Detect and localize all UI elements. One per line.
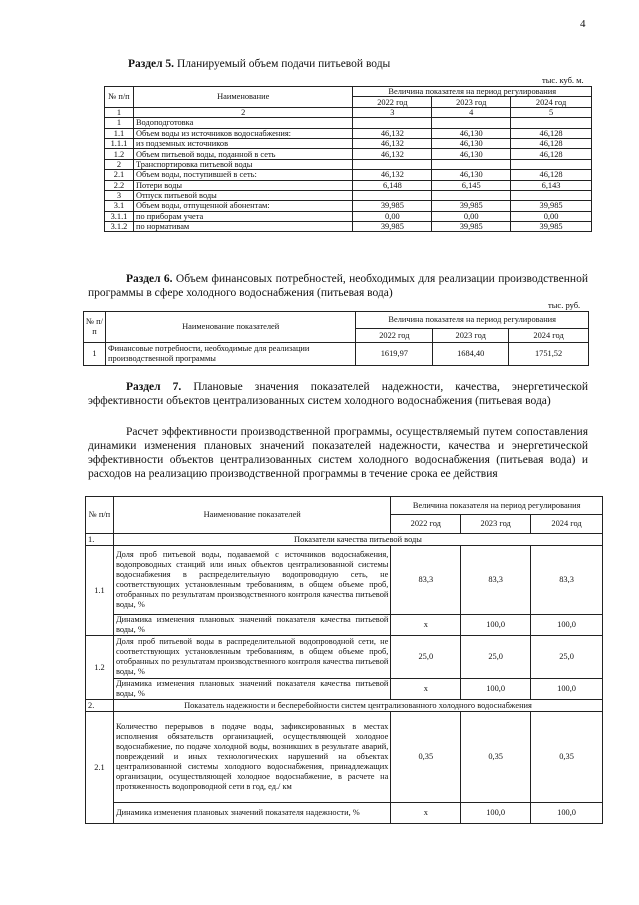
group-no: 1. bbox=[86, 534, 114, 546]
section6-heading bbox=[88, 272, 588, 300]
row-name: Динамика изменения плановых значений показателя качества питьевой воды, % bbox=[113, 615, 390, 636]
row-no: 3.1 bbox=[105, 201, 134, 211]
row-value: 46,128 bbox=[511, 128, 592, 138]
row-value: 100,0 bbox=[461, 615, 531, 636]
section7-paragraph: Расчет эффективности производственной программы, осуществляемый путем сопоставления динамики изменения плановых значений показателей надежности, качества и энергетической эффективности объектов централизованных систем холодного водоснабжения (питьевая вода) и расходов на реализацию производственной программы в течение срока ее действия bbox=[88, 426, 588, 480]
header-period: Величина показателя на период регулирования bbox=[353, 87, 592, 97]
section6-heading-bold: Раздел 6. bbox=[126, 273, 173, 285]
header-year: 2024 год bbox=[511, 97, 592, 107]
header-period: Величина показателя на период регулирования bbox=[356, 312, 589, 329]
row-no: 3 bbox=[105, 190, 134, 200]
row-value: 0,35 bbox=[461, 712, 531, 803]
table-row bbox=[86, 615, 603, 636]
row-value bbox=[353, 159, 432, 169]
row-value: 1684,40 bbox=[433, 343, 509, 366]
table-row bbox=[86, 534, 603, 546]
row-value: 39,985 bbox=[511, 222, 592, 232]
row-no: 2.1 bbox=[105, 170, 134, 180]
row-value: 100,0 bbox=[531, 679, 603, 700]
row-value: 46,130 bbox=[432, 138, 511, 148]
row-name: из подземных источников bbox=[133, 138, 353, 148]
table-row bbox=[105, 118, 592, 128]
row-name: по приборам учета bbox=[133, 211, 353, 221]
row-value: 6,148 bbox=[353, 180, 432, 190]
header-no: № п/п bbox=[105, 87, 134, 108]
table-row bbox=[105, 128, 592, 138]
row-no: 1.1.1 bbox=[105, 138, 134, 148]
row-value bbox=[432, 159, 511, 169]
row-value: 100,0 bbox=[531, 615, 603, 636]
table-row bbox=[86, 700, 603, 712]
row-value bbox=[432, 190, 511, 200]
row-value: 39,985 bbox=[511, 201, 592, 211]
row-name: Водоподготовка bbox=[133, 118, 353, 128]
row-value: 1751,52 bbox=[509, 343, 589, 366]
row-name: Доля проб питьевой воды в распределительной водопроводной сети, не соответствующих установленным требованиям, в общем объеме проб, отобранных по результатам производственного контроля качества питьевой воды, % bbox=[113, 636, 390, 679]
section6-table bbox=[83, 311, 589, 366]
row-value: 25,0 bbox=[461, 636, 531, 679]
row-value: 46,128 bbox=[511, 170, 592, 180]
row-value: 0,00 bbox=[511, 211, 592, 221]
section7-heading bbox=[88, 380, 588, 408]
row-value: 100,0 bbox=[461, 679, 531, 700]
section5-unit: тыс. куб. м. bbox=[542, 75, 584, 85]
row-no: 1.1 bbox=[105, 128, 134, 138]
table-row bbox=[86, 636, 603, 679]
section7-table bbox=[85, 496, 603, 824]
row-name: Динамика изменения плановых значений показателя надежности, % bbox=[113, 803, 390, 824]
row-no: 1 bbox=[105, 118, 134, 128]
header-year: 2024 год bbox=[509, 329, 589, 343]
row-value: 39,985 bbox=[353, 222, 432, 232]
row-no: 1 bbox=[84, 343, 106, 366]
header-name: Наименование показателей bbox=[105, 312, 355, 343]
row-value: 1619,97 bbox=[356, 343, 433, 366]
row-no: 3.1.2 bbox=[105, 222, 134, 232]
table-row bbox=[105, 180, 592, 190]
row-name: Объем питьевой воды, поданной в сеть bbox=[133, 149, 353, 159]
row-value: 83,3 bbox=[391, 546, 461, 615]
row-no: 1.2 bbox=[105, 149, 134, 159]
table-row bbox=[84, 343, 589, 366]
row-name: Транспортировка питьевой воды bbox=[133, 159, 353, 169]
table-row bbox=[105, 170, 592, 180]
row-no: 3.1.1 bbox=[105, 211, 134, 221]
table-row bbox=[86, 803, 603, 824]
row-value: 46,132 bbox=[353, 128, 432, 138]
row-value: 6,143 bbox=[511, 180, 592, 190]
header-year: 2023 год bbox=[461, 515, 531, 534]
row-no: 1.1 bbox=[86, 546, 114, 636]
row-value: 46,132 bbox=[353, 170, 432, 180]
row-value: 39,985 bbox=[353, 201, 432, 211]
row-value: 25,0 bbox=[391, 636, 461, 679]
group-no: 2. bbox=[86, 700, 114, 712]
table-row bbox=[105, 159, 592, 169]
section5-heading-bold: Раздел 5. bbox=[128, 58, 175, 70]
row-name: Финансовые потребности, необходимые для реализации производственной программы bbox=[105, 343, 355, 366]
row-value bbox=[511, 159, 592, 169]
page-number: 4 bbox=[580, 18, 586, 30]
section5-heading bbox=[128, 58, 390, 70]
header-year: 2024 год bbox=[531, 515, 603, 534]
header-year: 2023 год bbox=[433, 329, 509, 343]
table-row bbox=[86, 546, 603, 615]
section7-heading-bold: Раздел 7. bbox=[126, 381, 182, 393]
row-value: 83,3 bbox=[531, 546, 603, 615]
row-value bbox=[353, 190, 432, 200]
header-year: 2023 год bbox=[432, 97, 511, 107]
section6-heading-text: Объем финансовых потребностей, необходимых для реализации производственной программы в сфере холодного водоснабжения (питьевая вода) bbox=[88, 273, 588, 299]
row-value: 25,0 bbox=[531, 636, 603, 679]
column-number: 5 bbox=[511, 107, 592, 117]
row-name: Количество перерывов в подаче воды, зафиксированных в местах исполнения обязательств организацией, осуществляющей холодное водоснабжение, по подаче холодной воды, возникших в результате аварий, повреждений и иных технологических нарушений на объектах централизованной системы холодного водоснабжения, принадлежащих организации, осуществляющей холодное водоснабжение, в расчете на протяженность водопроводной сети в год, ед./ км bbox=[113, 712, 390, 803]
section6-unit: тыс. руб. bbox=[548, 300, 581, 310]
header-name: Наименование bbox=[133, 87, 353, 108]
row-name: Потери воды bbox=[133, 180, 353, 190]
row-value: 100,0 bbox=[461, 803, 531, 824]
row-no: 2 bbox=[105, 159, 134, 169]
row-value: х bbox=[391, 803, 461, 824]
row-no: 2.2 bbox=[105, 180, 134, 190]
header-period: Величина показателя на период регулирования bbox=[391, 497, 603, 515]
row-name: Объем воды, поступившей в сеть: bbox=[133, 170, 353, 180]
column-number: 1 bbox=[105, 107, 134, 117]
row-value: 6,145 bbox=[432, 180, 511, 190]
table-row bbox=[105, 201, 592, 211]
table-row bbox=[105, 190, 592, 200]
row-name: по нормативам bbox=[133, 222, 353, 232]
group-title: Показатели качества питьевой воды bbox=[113, 534, 602, 546]
row-value: 46,130 bbox=[432, 149, 511, 159]
row-value bbox=[511, 190, 592, 200]
row-value: 39,985 bbox=[432, 222, 511, 232]
row-value: х bbox=[391, 615, 461, 636]
row-value: 46,130 bbox=[432, 128, 511, 138]
row-no: 2.1 bbox=[86, 712, 114, 824]
row-value bbox=[511, 118, 592, 128]
table-row bbox=[86, 712, 603, 803]
table-row bbox=[105, 138, 592, 148]
row-name: Объем воды из источников водоснабжения: bbox=[133, 128, 353, 138]
header-no: № п/п bbox=[84, 312, 106, 343]
row-value: 83,3 bbox=[461, 546, 531, 615]
table-row bbox=[105, 222, 592, 232]
row-name: Динамика изменения плановых значений показателя качества питьевой воды, % bbox=[113, 679, 390, 700]
table-row bbox=[105, 211, 592, 221]
row-value: 46,132 bbox=[353, 138, 432, 148]
row-no: 1.2 bbox=[86, 636, 114, 700]
header-year: 2022 год bbox=[353, 97, 432, 107]
row-name: Отпуск питьевой воды bbox=[133, 190, 353, 200]
header-year: 2022 год bbox=[356, 329, 433, 343]
row-value: х bbox=[391, 679, 461, 700]
row-value: 46,128 bbox=[511, 149, 592, 159]
header-name: Наименование показателей bbox=[113, 497, 390, 534]
column-number: 4 bbox=[432, 107, 511, 117]
section5-table bbox=[104, 86, 592, 232]
row-value bbox=[353, 118, 432, 128]
header-year: 2022 год bbox=[391, 515, 461, 534]
row-value: 46,132 bbox=[353, 149, 432, 159]
column-number: 3 bbox=[353, 107, 432, 117]
row-value: 100,0 bbox=[531, 803, 603, 824]
column-number: 2 bbox=[133, 107, 353, 117]
header-no: № п/п bbox=[86, 497, 114, 534]
group-title: Показатель надежности и бесперебойности систем централизованного холодного водоснабжения bbox=[113, 700, 602, 712]
row-value: 39,985 bbox=[432, 201, 511, 211]
table-row bbox=[105, 149, 592, 159]
table-row bbox=[86, 679, 603, 700]
row-value: 46,130 bbox=[432, 170, 511, 180]
section7-heading-text: Плановые значения показателей надежности, качества, энергетической эффективности объектов централизованных систем холодного водоснабжения (питьевая вода) bbox=[88, 381, 588, 407]
section5-heading-text: Планируемый объем подачи питьевой воды bbox=[174, 58, 391, 70]
row-value: 0,00 bbox=[432, 211, 511, 221]
row-value: 0,35 bbox=[391, 712, 461, 803]
row-value: 0,35 bbox=[531, 712, 603, 803]
row-name: Доля проб питьевой воды, подаваемой с источников водоснабжения, водопроводных станций или иных объектов централизованной системы водоснабжения в распределительную водопроводную сеть, не соответствующих установленным требованиям, в общем объеме проб, отобранных по результатам производственного контроля качества питьевой воды, % bbox=[113, 546, 390, 615]
row-value: 46,128 bbox=[511, 138, 592, 148]
row-value bbox=[432, 118, 511, 128]
row-name: Объем воды, отпущенной абонентам: bbox=[133, 201, 353, 211]
row-value: 0,00 bbox=[353, 211, 432, 221]
